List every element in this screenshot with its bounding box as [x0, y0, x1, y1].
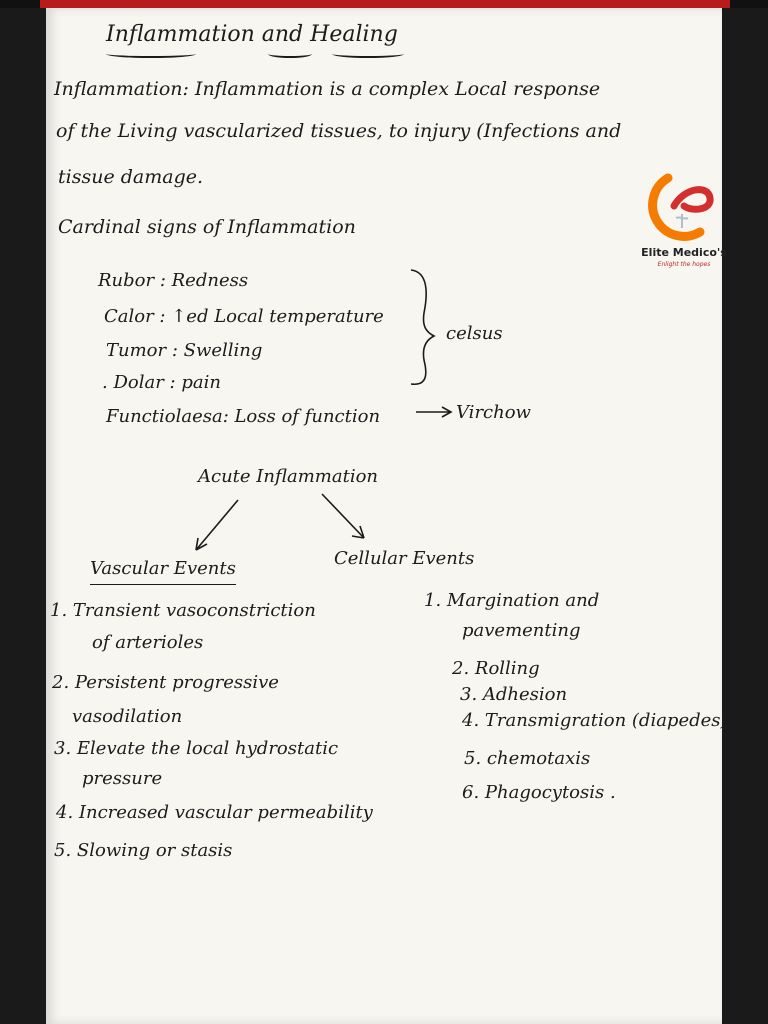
- virchow-label: Virchow: [456, 402, 531, 423]
- definition-line-2: of the Living vascularized tissues, to injury (Infections and: [56, 120, 622, 142]
- notebook-page: [46, 8, 728, 1024]
- vascular-heading: Vascular Events: [90, 558, 236, 579]
- vascular-item-4: 4. Increased vascular permeability: [56, 802, 373, 823]
- cellular-item-3: 3. Adhesion: [460, 684, 568, 705]
- arrow-to-vascular: [196, 500, 238, 550]
- vascular-item-3: 3. Elevate the local hydrostatic: [54, 738, 339, 759]
- vascular-item-2: 2. Persistent progressive: [52, 672, 279, 693]
- cellular-item-1-cont: pavementing: [462, 620, 581, 641]
- arrow-to-cellular: [322, 494, 364, 538]
- logo-tagline: Enlight the hopes: [657, 261, 711, 268]
- elite-medicos-logo: [618, 166, 750, 276]
- cellular-item-6: 6. Phagocytosis .: [462, 782, 616, 803]
- vascular-item-2-cont: vasodilation: [72, 706, 183, 727]
- cardinal-heading: Cardinal signs of Inflammation: [58, 216, 356, 238]
- diagram-marks: [46, 8, 722, 1024]
- virchow-arrow: [416, 407, 451, 417]
- cellular-heading: Cellular Events: [334, 548, 475, 569]
- page-title: Inflammation and Healing: [106, 22, 398, 47]
- sign-calor: Calor : ↑ed Local temperature: [104, 306, 384, 327]
- logo-emblem-icon: [618, 166, 750, 246]
- sign-dolar: . Dolar : pain: [102, 372, 221, 393]
- vascular-item-5: 5. Slowing or stasis: [54, 840, 233, 861]
- celsus-brace: [411, 270, 434, 384]
- sign-functiolaesa: Functiolaesa: Loss of function: [106, 406, 381, 427]
- cellular-item-4: 4. Transmigration (diapedes): [462, 710, 728, 731]
- vascular-item-1: 1. Transient vasoconstriction: [50, 600, 316, 621]
- cellular-item-2: 2. Rolling: [452, 658, 540, 679]
- logo-name: Elite Medico's: [641, 246, 727, 259]
- vascular-item-3-cont: pressure: [82, 768, 163, 789]
- sign-tumor: Tumor : Swelling: [106, 340, 263, 361]
- definition-line-3: tissue damage.: [58, 166, 204, 188]
- cellular-item-5: 5. chemotaxis: [464, 748, 591, 769]
- acute-heading: Acute Inflammation: [198, 466, 379, 487]
- top-red-edge: [40, 0, 730, 8]
- definition-line-1: Inflammation: Inflammation is a complex Local response: [54, 78, 601, 100]
- celsus-label: celsus: [446, 323, 503, 344]
- vascular-item-1-cont: of arterioles: [92, 632, 204, 653]
- sign-rubor: Rubor : Redness: [98, 270, 249, 291]
- cellular-item-1: 1. Margination and: [424, 590, 600, 611]
